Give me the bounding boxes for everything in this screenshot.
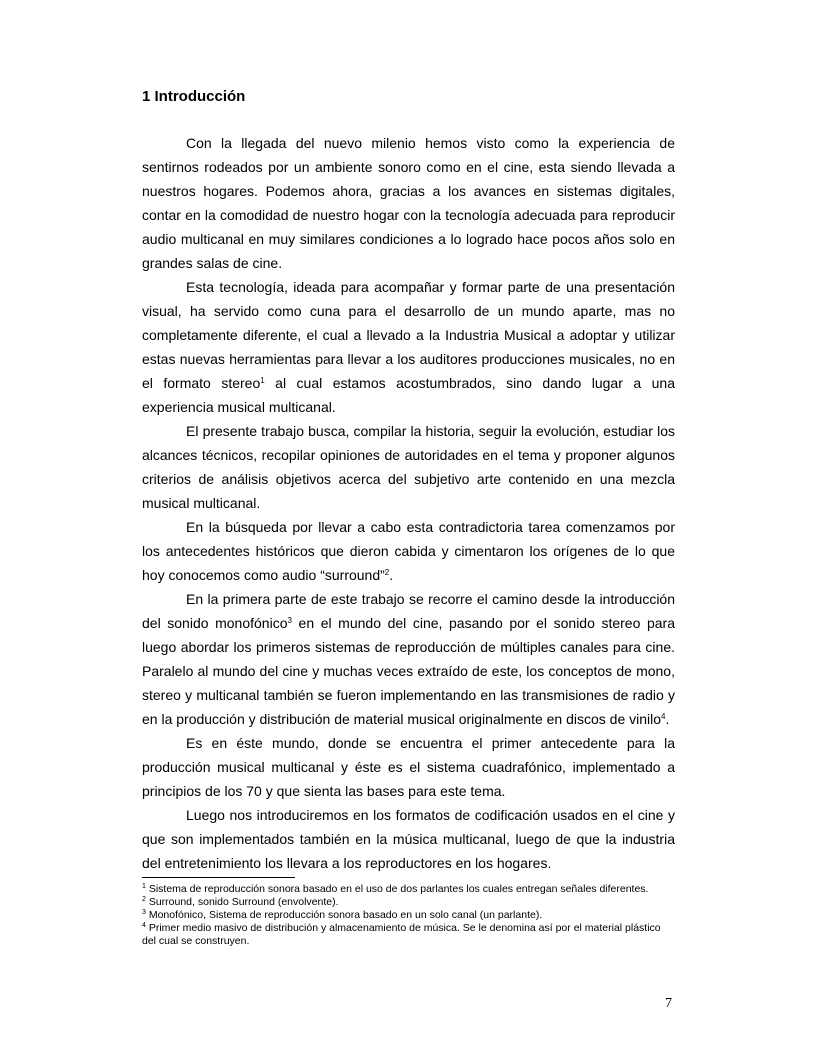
paragraph-6: Es en éste mundo, donde se encuentra el primer antecedente para la producción musical multicanal y éste es el sistema cuadrafónico, implementado a principios de los 70 y que sienta las bases para este tema. bbox=[142, 735, 675, 799]
footnote-1: $^1$ Sistema de reproducción sonora basado en el uso de dos parlantes los cuales entregan señales diferentes. bbox=[142, 883, 649, 895]
footnote-ref-3: 3 bbox=[287, 616, 292, 625]
footnotes bbox=[142, 883, 662, 948]
footnote-ref-1: 1 bbox=[260, 376, 265, 385]
footnote-divider bbox=[142, 877, 295, 878]
paragraph-5: En la primera parte de este trabajo se recorre el camino desde la introducción del sonido monofónico$^3$ en el mundo del cine, pasando por el sonido stereo para luego abordar los primeros sistemas de reproducción de múltiples canales para cine. Paralelo al mundo del cine y muchas veces extraído de este, los conceptos de mono, stereo y multicanal también se fueron implementando en las transmisiones de radio y en la producción y distribución de material musical originalmente en discos de vinilo$^4$. bbox=[142, 591, 675, 727]
paragraph-7: Luego nos introduciremos en los formatos de codificación usados en el cine y que son implementados también en la música multicanal, luego de que la industria del entretenimiento los llevara a los reproductores en los hogares. bbox=[142, 807, 675, 871]
page-number: 7 bbox=[665, 996, 672, 1011]
footnote-2: $^2$ Surround, sonido Surround (envolvente). bbox=[142, 896, 339, 908]
paragraph-1: Con la llegada del nuevo milenio hemos visto como la experiencia de sentirnos rodeados por un ambiente sonoro como en el cine, esta siendo llevada a nuestros hogares. Podemos ahora, gracias a los avances en sistemas digitales, contar en la comodidad de nuestro hogar con la tecnología adecuada para reproducir audio multicanal en muy similares condiciones a lo logrado hace pocos años solo en grandes salas de cine. bbox=[142, 135, 675, 271]
body-text bbox=[142, 131, 675, 875]
paragraph-3: El presente trabajo busca, compilar la historia, seguir la evolución, estudiar los alcances técnicos, recopilar opiniones de autoridades en el tema y proponer algunos criterios de análisis objetivos acerca del subjetivo arte contenido en una mezcla musical multicanal. bbox=[142, 423, 675, 511]
paragraph-4: En la búsqueda por llevar a cabo esta contradictoria tarea comenzamos por los antecedentes históricos que dieron cabida y cimentaron los orígenes de lo que hoy conocemos como audio “surround”$^2$. bbox=[142, 519, 675, 583]
footnote-ref-2: 2 bbox=[384, 568, 390, 577]
footnote-3: $^3$ Monofónico, Sistema de reproducción sonora basado en un solo canal (un parlante). bbox=[142, 909, 543, 921]
section-heading: 1 Introducción bbox=[142, 88, 246, 105]
footnote-ref-4: 4 bbox=[661, 712, 666, 721]
footnote-4: $^4$ Primer medio masivo de distribución y almacenamiento de música. Se le denomina así por el material plástico del cual se construyen. bbox=[142, 922, 661, 947]
paragraph-2: Esta tecnología, ideada para acompañar y formar parte de una presentación visual, ha servido como cuna para el desarrollo de un mundo aparte, mas no completamente diferente, el cual a llevado a la Industria Musical a adoptar y utilizar estas nuevas herramientas para llevar a los auditores producciones musicales, no en el formato stereo$^1$ al cual estamos acostumbrados, sino dando lugar a una experiencia musical multicanal. bbox=[142, 279, 675, 415]
